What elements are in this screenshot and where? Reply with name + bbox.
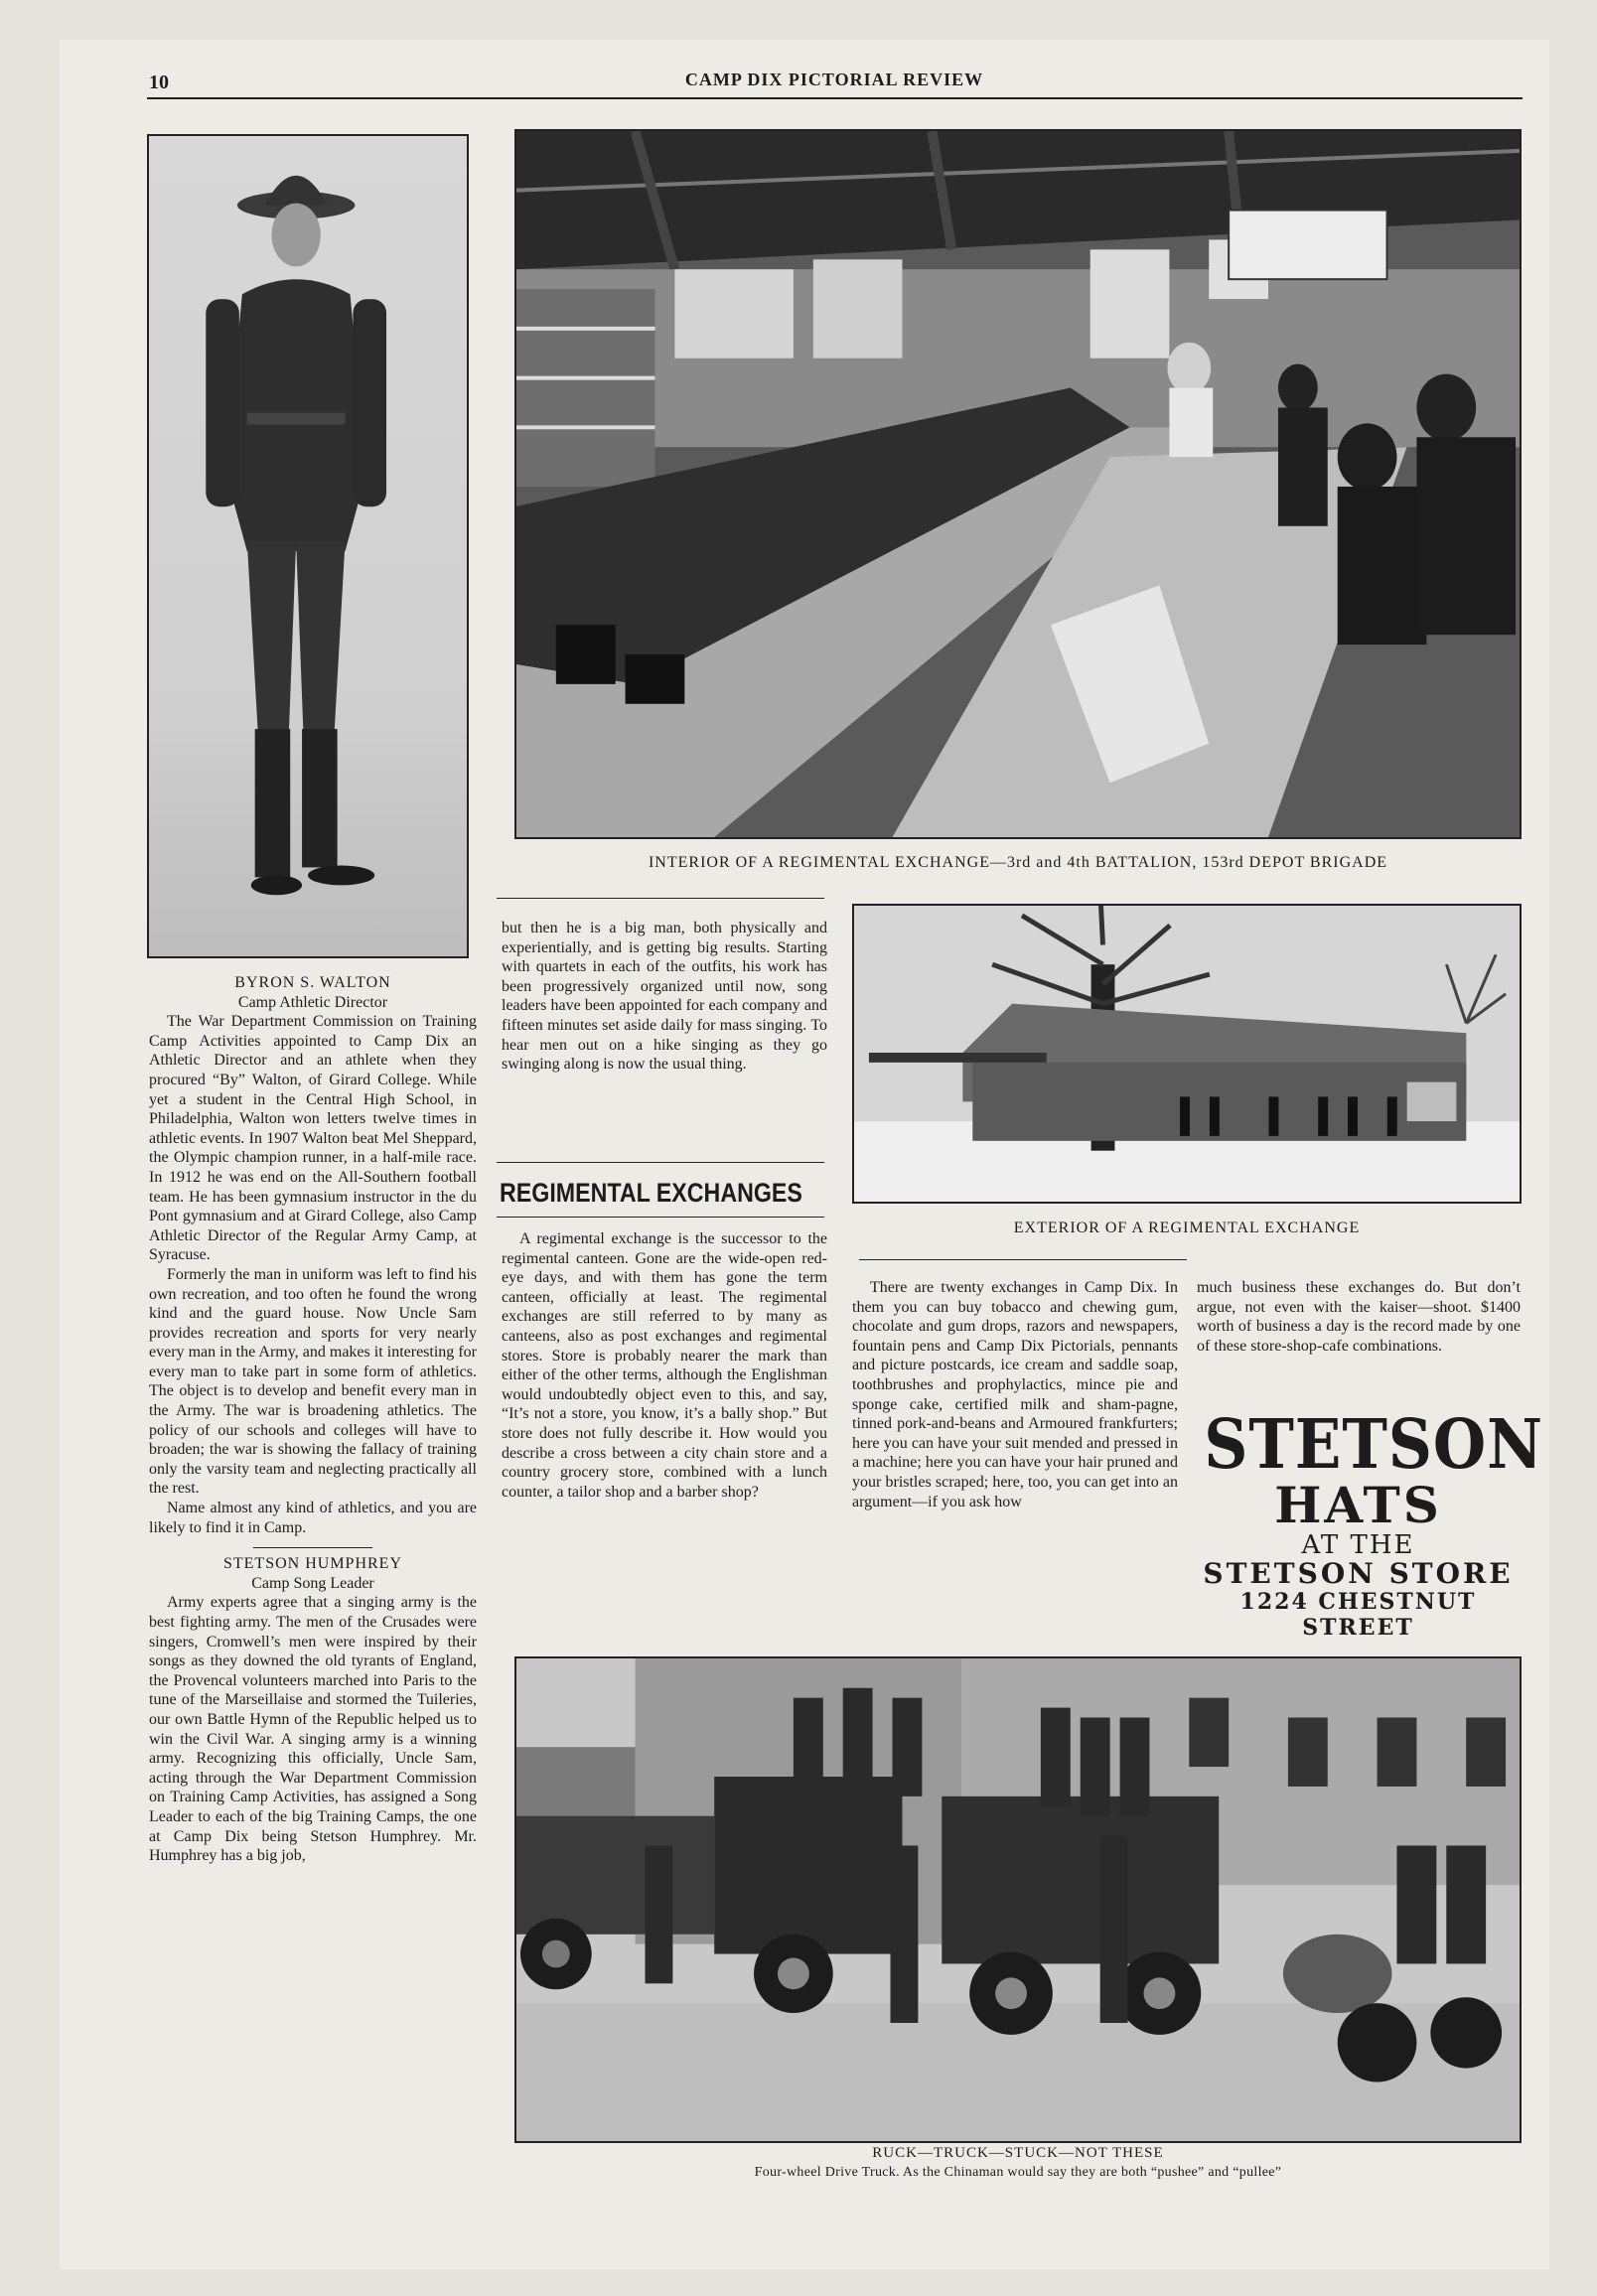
exchanges-paragraph: A regimental exchange is the successor to the regimental canteen. Gone are the wide-open red-eye days, and with them has gone the term canteen, officially at least. The regimental exchanges are still referred to by many as canteens, also as post exchanges and regimental stores. Store is probably nearer the mark than either of the other terms, although the Englishman would undoubtedly object even to this, and say, “It’s not a store, you know, it’s a bally shop.” But store does not fully describe it. How would you describe a cross between a city chain store and a country grocery store, combined with a lunch counter, a tailor shop and a barber shop? [502,1230,827,1501]
column-rule [497,1162,824,1163]
walton-paragraph: The War Department Commission on Training Camp Activities appointed to Camp Dix an Athletic Director and an athlete when they procured “By” Walton, of Girard College. While yet a student in the Central High School, in Philadelphia, Walton won letters twelve times in athletic events. In 1907 Walton beat Mel Sheppard, the Olympic champion runner, in a half-mile race. In 1912 he was end on the All-Southern football team. He has been gymnasium instructor in the du Pont gymnasium and at Girard College, also Camp Athletic Director of the Regular Army Camp, at Syracuse. [149,1013,477,1264]
ad-store: STETSON STORE [1203,1557,1514,1590]
exchanges-article-part3 [1197,1278,1521,1356]
trucks-photo-subcaption: Four-wheel Drive Truck. As the Chinaman would say they are both “pushee” and “pullee” [754,2165,1282,2180]
exchanges-article-part2 [852,1278,1178,1511]
exchanges-paragraph: There are twenty exchanges in Camp Dix. In them you can buy tobacco and chewing gum, chocolate and gum drops, razors and newspapers, fountain pens and Camp Dix Pictorials, pennants and picture postcards, ice cream and saddle soap, toothbrushes and prophylactics, mince pie and sponge cake, certified milk and sham-pagne, tinned pork-and-beans and Armoured frankfurters; here you can have your suit mended and pressed in a machine; here you can have your hair pruned and your bristles scraped; here, too, you can get into an argument—if you ask how [852,1279,1178,1510]
caption-rule [859,1259,1187,1260]
ad-at-the: AT THE [1301,1530,1415,1560]
trucks-photo-caption: RUCK—TRUCK—STUCK—NOT THESE [872,2145,1164,2161]
humphrey-name: STETSON HUMPHREY [222,1555,402,1573]
exchange-exterior-photo [852,904,1522,1204]
ad-address: 1224 CHESTNUT STREET [1239,1589,1477,1641]
exterior-photo-caption: EXTERIOR OF A REGIMENTAL EXCHANGE [1013,1220,1361,1236]
walton-paragraph: Formerly the man in uniform was left to find his own recreation, and too often he found the wrong kind and the guard house. Now Uncle Sam provides recreation and sports for very nearly every man in the Army, and makes it interesting for every man to take part in some form of athletics. The object is to develop and benefit every man in the Army. The war is broadening athletics. The policy of our schools and colleges will have to broaden; the war is showing the fallacy of training only the varsity team and neglecting practically all the rest. [149,1265,477,1498]
walton-paragraph: Name almost any kind of athletics, and you are likely to find it in Camp. [149,1500,477,1536]
ad-brand: STETSON [1204,1405,1543,1485]
header-rule [147,97,1523,99]
masthead-title: CAMP DIX PICTORIAL REVIEW [684,70,984,89]
caption-rule [497,898,824,899]
heading-rule [497,1217,824,1218]
four-wheel-drive-trucks-photo [514,1656,1522,2143]
walton-article [149,973,477,1866]
interior-photo-caption: INTERIOR OF A REGIMENTAL EXCHANGE—3rd and 4th BATTALION, 153rd DEPOT BRIGADE [648,854,1388,871]
exchanges-paragraph: much business these exchanges do. But don’t argue, not even with the kaiser—shoot. $1400 worth of business a day is the record made by one of these store-shop-cafe combinations. [1197,1279,1521,1355]
exchanges-article-part1 [502,1229,827,1502]
regimental-exchanges-heading: REGIMENTAL EXCHANGES [500,1178,802,1208]
walton-portrait-photo [147,134,469,958]
walton-name: BYRON S. WALTON [234,974,391,991]
section-divider [253,1547,372,1548]
humphrey-continuation-text: but then he is a big man, both physically and experientially, and is getting big results. Starting with quartets in each of the outfits, his work has been progressively organized until now, song leaders have been appointed for each company and fifteen minutes set aside daily for mass singing. To hear men out on a hike singing as they go swinging along is now the usual thing. [502,920,827,1074]
page-number: 10 [149,72,169,93]
humphrey-continuation [502,919,827,1075]
stetson-hats-advertisement [1187,1405,1543,1641]
humphrey-role: Camp Song Leader [251,1574,374,1592]
walton-role: Camp Athletic Director [237,993,388,1011]
ad-product: HATS [1274,1476,1442,1534]
humphrey-paragraph: Army experts agree that a singing army is the best fighting army. The men of the Crusades were singers, Cromwell’s men were inspired by their songs as they downed the old tyrants of England, the Provencal volunteers marched into Paris to the tune of the Marseillaise and stormed the Tuileries, our own Battle Hymn of the Republic helped us to win the Civil War. A singing army is a winning army. Recognizing this officially, Uncle Sam, acting through the War Department Commission on Training Camp Activities, has assigned a Song Leader to each of the big Training Camps, the one at Camp Dix being Stetson Humphrey. Mr. Humphrey has a big job, [149,1594,477,1865]
exchange-interior-photo [514,129,1522,839]
